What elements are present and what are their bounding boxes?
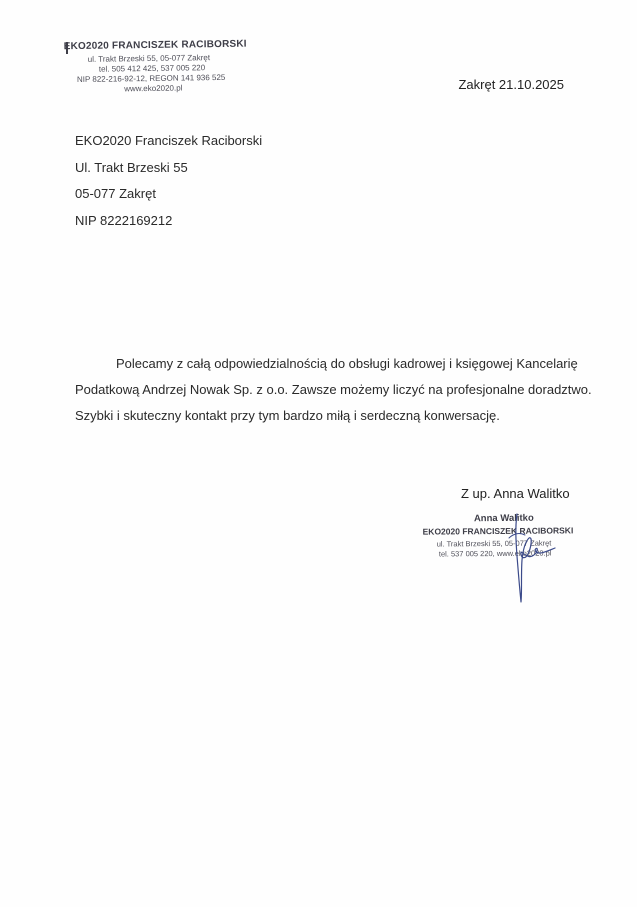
sig-stamp-name: Anna Walitko (473, 512, 534, 525)
sig-stamp-address: ul. Trakt Brzeski 55, 05-077 Zakręt (436, 538, 552, 549)
stamp-website: www.eko2020.pl (124, 83, 183, 94)
sig-stamp-contact: tel. 537 005 220, www.eko2020.pl (438, 548, 552, 559)
letter-body (75, 351, 592, 429)
recipient-name: EKO2020 Franciszek Raciborski (75, 133, 263, 148)
letter-date: Zakręt 21.10.2025 (458, 77, 564, 92)
body-line-1: Polecamy z całą odpowiedzialnością do obsługi kadrowej i księgowej Kancelarię (116, 356, 578, 371)
body-line-3: Szybki i skuteczny kontakt przy tym bardzo miłą i serdeczną konwersację. (75, 408, 500, 423)
recipient-street: Ul. Trakt Brzeski 55 (75, 159, 188, 175)
sig-stamp-company: EKO2020 FRANCISZEK RACIBORSKI (422, 525, 574, 537)
stamp-address: ul. Trakt Brzeski 55, 05-077 Zakręt (87, 53, 211, 64)
recipient-nip: NIP 8222169212 (75, 212, 173, 228)
recipient-city: 05-077 Zakręt (75, 186, 156, 201)
signature-stroke-main (516, 514, 555, 602)
stamp-registration: NIP 822-216-92-12, REGON 141 936 525 (76, 72, 226, 85)
stamp-company-name: EKO2020 FRANCISZEK RACIBORSKI (63, 38, 247, 53)
header-company-stamp (63, 38, 247, 95)
body-line-2: Podatkową Andrzej Nowak Sp. z o.o. Zawsze możemy liczyć na profesjonalne doradztwo. (75, 382, 592, 397)
stamp-phone: tel. 505 412 425, 537 005 220 (98, 63, 206, 74)
handwritten-signature (495, 508, 575, 608)
recipient-address (75, 133, 262, 239)
signature-stroke-tail (509, 534, 525, 538)
closing-line: Z up. Anna Walitko (461, 486, 570, 501)
